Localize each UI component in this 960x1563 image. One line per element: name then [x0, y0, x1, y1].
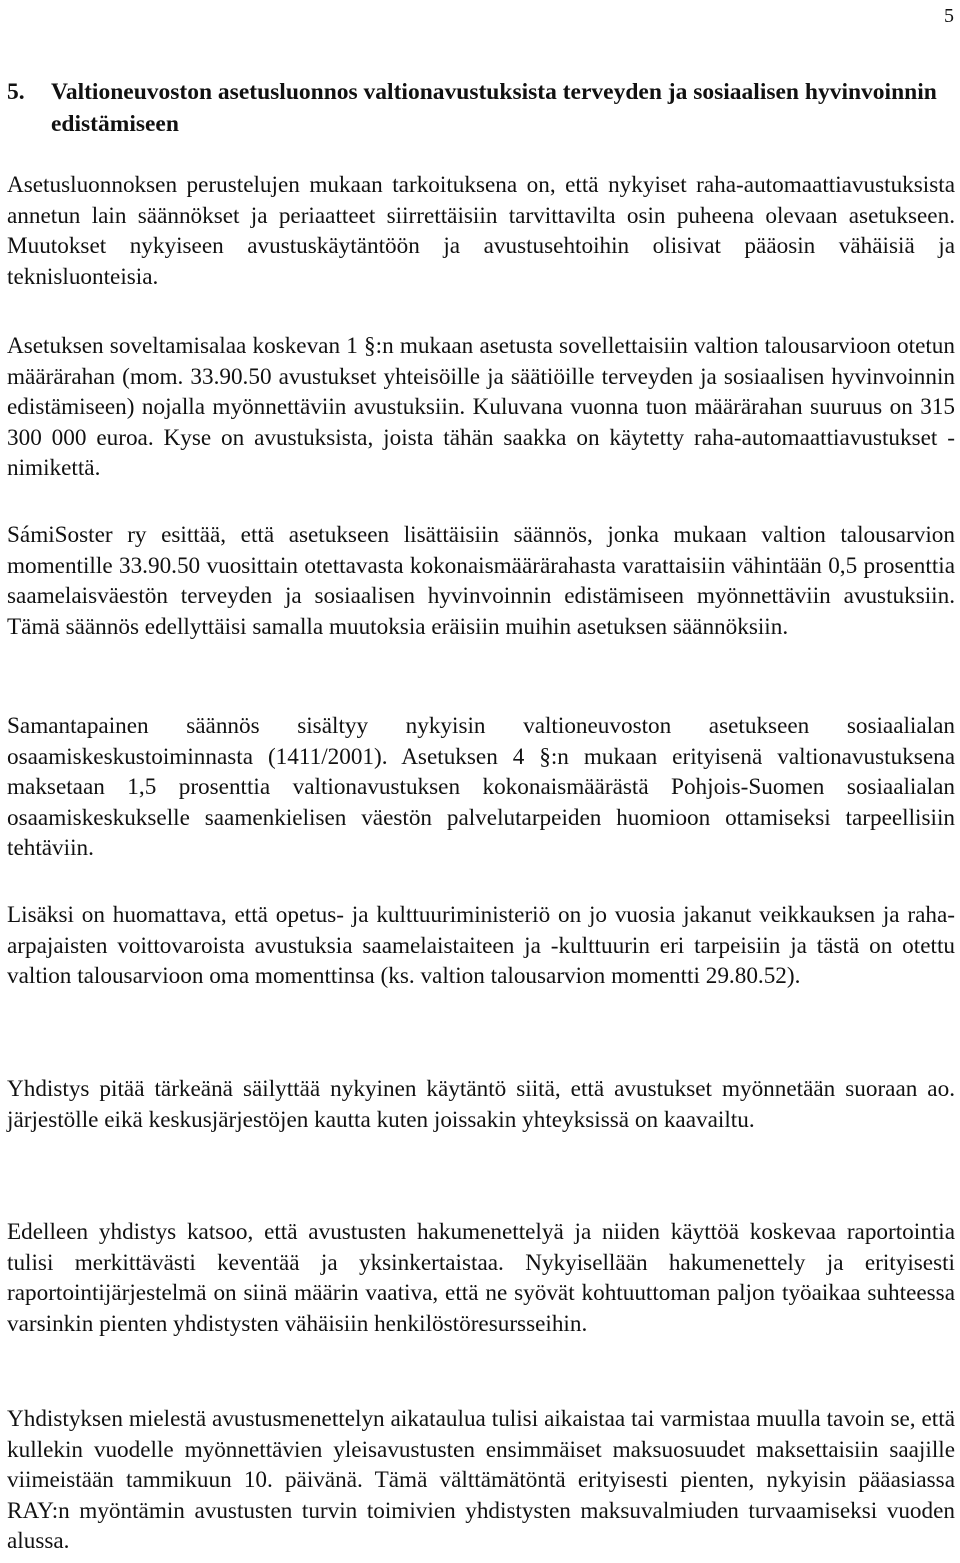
paragraph-3: SámiSoster ry esittää, että asetukseen lisättäisiin säännös, jonka mukaan valtion talousarvion momentille 33.90.50 vuosittain otettavasta kokonaismäärärahasta varattaisiin vähintään 0,5 prosenttia saamelaisväestön terveyden ja sosiaalisen hyvinvoinnin edistämiseen myönnettäviin avustuksiin. Tämä säännös edellyttäisi samalla muutoksia eräisiin muihin asetuksen säännöksiin. [7, 522, 955, 640]
paragraph-1: Asetusluonnoksen perustelujen mukaan tarkoituksena on, että nykyiset raha-automaattiavustuksista annetun lain säännökset ja periaatteet siirrettäisiin tarvittavilta osin puheena olevaan asetukseen. Muutokset nykyiseen avustuskäytäntöön ja avustusehtoihin olisivat pääosin vähäisiä ja teknisluonteisia. [7, 172, 955, 290]
paragraph-4: Samantapainen säännös sisältyy nykyisin valtioneuvoston asetukseen sosiaalialan osaamiskeskustoiminnasta (1411/2001). Asetuksen 4 §:n mukaan erityisenä valtionavustuksena maksetaan 1,5 prosenttia valtionavustuksen kokonaismäärästä Pohjois-Suomen sosiaalialan osaamiskeskukselle saamenkielisen väestön palvelutarpeiden huomioon ottamiseksi tarpeellisiin tehtäviin. [7, 713, 955, 862]
paragraph-2: Asetuksen soveltamisalaa koskevan 1 §:n mukaan asetusta sovellettaisiin valtion talousarvioon otetun määrärahan (mom. 33.90.50 avustukset yhteisöille ja säätiöille terveyden ja sosiaalisen hyvinvoinnin edistämiseen) nojalla myönnettäviin avustuksiin. Kuluvana vuonna tuon määrärahan suuruus on 315 300 000 euroa. Kyse on avustuksista, joista tähän saakka on käytetty raha-automaattiavustukset -nimikettä. [7, 333, 955, 482]
section-number: 5. [7, 79, 25, 105]
paragraph-5: Lisäksi on huomattava, että opetus- ja kulttuuriministeriö on jo vuosia jakanut veikkauksen ja raha-arpajaisten voittovaroista avustuksia saamelaistaiteen ja -kulttuurin eri tarpeisiin ja tästä on otettu valtion talousarvioon oma momenttinsa (ks. valtion talousarvion momentti 29.80.52). [7, 902, 955, 990]
paragraph-7: Edelleen yhdistys katsoo, että avustusten hakumenettelyä ja niiden käyttöä koskevaa raportointia tulisi merkittävästi keventää ja yksinkertaistaa. Nykyisellään hakumenettely ja erityisesti raportointijärjestelmä on siinä määrin vaativa, että ne syövät kohtuuttoman paljon työaikaa suhteessa varsinkin pienten yhdistysten vähäisiin henkilöstöresursseihin. [7, 1219, 955, 1337]
paragraph-8: Yhdistyksen mielestä avustusmenettelyn aikataulua tulisi aikaistaa tai varmistaa muulla tavoin se, että kullekin vuodelle myönnettävien yleisavustusten ensimmäiset maksuosuudet maksettaisiin saajille viimeistään tammikuun 10. päivänä. Tämä välttämätöntä erityisesti pienten, nykyisin pääasiassa RAY:n myöntämin avustusten turvin toimivien yhdistysten maksuvalmiuden turvaamiseksi vuoden alussa. [7, 1406, 955, 1555]
section-heading [7, 76, 953, 140]
section-title: Valtioneuvoston asetusluonnos valtionavustuksista terveyden ja sosiaalisen hyvinvoinnin edistämiseen [51, 79, 937, 137]
paragraph-6: Yhdistys pitää tärkeänä säilyttää nykyinen käytäntö siitä, että avustukset myönnetään suoraan ao. järjestölle eikä keskusjärjestöjen kautta kuten joissakin yhteyksissä on kaavailtu. [7, 1076, 955, 1133]
page-number: 5 [944, 5, 954, 27]
